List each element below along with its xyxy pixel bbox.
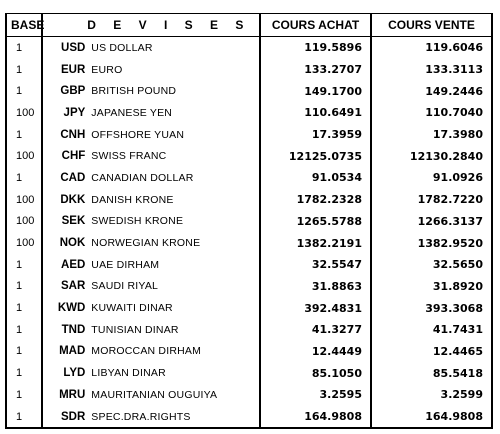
base-cell: 1: [6, 124, 42, 146]
base-cell: 1: [6, 362, 42, 384]
cours-achat-cell: 12125.0735: [260, 145, 371, 167]
currency-name: SWISS FRANC: [91, 150, 167, 163]
base-cell: 1: [6, 59, 42, 81]
currency-cell: [42, 384, 260, 406]
cours-vente-cell: 91.0926: [371, 167, 492, 189]
cours-vente-cell: 12.4465: [371, 341, 492, 363]
cours-vente-cell: 119.6046: [371, 37, 492, 59]
table-row: [6, 297, 492, 319]
cours-vente-cell: 393.3068: [371, 297, 492, 319]
cours-achat-cell: 41.3277: [260, 319, 371, 341]
currency-code: KWD: [57, 302, 86, 315]
base-cell: 1: [6, 319, 42, 341]
currency-cell: [42, 145, 260, 167]
currency-code: CHF: [61, 150, 86, 163]
currency-name: EURO: [91, 63, 123, 76]
cours-vente-cell: 31.8920: [371, 276, 492, 298]
currency-cell: [42, 276, 260, 298]
currency-code: TND: [61, 323, 86, 336]
exchange-rate-table: [5, 13, 493, 429]
cours-achat-cell: 164.9808: [260, 406, 371, 429]
table-row: [6, 276, 492, 298]
currency-cell: [42, 254, 260, 276]
cours-vente-cell: 85.5418: [371, 362, 492, 384]
cours-achat-cell: 17.3959: [260, 124, 371, 146]
table-row: [6, 362, 492, 384]
currency-cell: [42, 211, 260, 233]
table-row: [6, 124, 492, 146]
currency-cell: [42, 362, 260, 384]
currency-name: MAURITANIAN OUGUIYA: [91, 388, 218, 401]
cours-achat-cell: 1782.2328: [260, 189, 371, 211]
cours-vente-cell: 164.9808: [371, 406, 492, 429]
cours-achat-cell: 32.5547: [260, 254, 371, 276]
table-row: [6, 319, 492, 341]
cours-vente-cell: 110.7040: [371, 102, 492, 124]
table-row: [6, 145, 492, 167]
currency-code: GBP: [60, 85, 86, 98]
base-cell: 1: [6, 167, 42, 189]
currency-code: JPY: [63, 106, 86, 119]
currency-name: CANADIAN DOLLAR: [91, 171, 194, 184]
currency-name: SPEC.DRA.RIGHTS: [91, 410, 191, 423]
currency-name: TUNISIAN DINAR: [91, 323, 179, 336]
currency-cell: [42, 341, 260, 363]
currency-code: MRU: [59, 388, 86, 401]
currency-name: BRITISH POUND: [91, 85, 177, 98]
currency-code: EUR: [61, 63, 86, 76]
cours-vente-cell: 32.5650: [371, 254, 492, 276]
currency-cell: [42, 102, 260, 124]
currency-cell: [42, 167, 260, 189]
table-row: [6, 167, 492, 189]
cours-achat-cell: 110.6491: [260, 102, 371, 124]
table-row: [6, 406, 492, 429]
currency-code: NOK: [59, 237, 86, 250]
cours-vente-cell: 1782.7220: [371, 189, 492, 211]
currency-code: USD: [61, 41, 86, 54]
header-devises: D E V I S E S: [42, 14, 260, 37]
base-cell: 1: [6, 406, 42, 429]
cours-achat-cell: 85.1050: [260, 362, 371, 384]
currency-code: SEK: [61, 215, 86, 228]
cours-achat-cell: 91.0534: [260, 167, 371, 189]
currency-code: SDR: [61, 410, 86, 423]
currency-name: JAPANESE YEN: [91, 106, 173, 119]
currency-name: MOROCCAN DIRHAM: [91, 345, 202, 358]
currency-name: SWEDISH KRONE: [91, 215, 184, 228]
currency-name: KUWAITI DINAR: [91, 302, 173, 315]
cours-vente-cell: 133.3113: [371, 59, 492, 81]
currency-code: LYD: [63, 367, 86, 380]
base-cell: 1: [6, 297, 42, 319]
cours-achat-cell: 1265.5788: [260, 211, 371, 233]
currency-name: UAE DIRHAM: [91, 258, 160, 271]
currency-code: DKK: [60, 193, 86, 206]
cours-vente-cell: 17.3980: [371, 124, 492, 146]
table-row: [6, 80, 492, 102]
currency-cell: [42, 319, 260, 341]
currency-cell: [42, 406, 260, 429]
table-row: [6, 384, 492, 406]
base-cell: 1: [6, 80, 42, 102]
base-cell: 1: [6, 254, 42, 276]
table-row: [6, 254, 492, 276]
cours-achat-cell: 31.8863: [260, 276, 371, 298]
base-cell: 100: [6, 211, 42, 233]
base-cell: 100: [6, 189, 42, 211]
cours-vente-cell: 12130.2840: [371, 145, 492, 167]
base-cell: 1: [6, 341, 42, 363]
base-cell: 1: [6, 276, 42, 298]
table-row: [6, 189, 492, 211]
currency-cell: [42, 59, 260, 81]
currency-cell: [42, 189, 260, 211]
table-row: [6, 232, 492, 254]
cours-achat-cell: 3.2595: [260, 384, 371, 406]
currency-cell: [42, 80, 260, 102]
currency-code: SAR: [61, 280, 86, 293]
currency-cell: [42, 232, 260, 254]
table-row: [6, 59, 492, 81]
base-cell: 1: [6, 37, 42, 59]
currency-cell: [42, 124, 260, 146]
currency-cell: [42, 37, 260, 59]
base-cell: 100: [6, 145, 42, 167]
table-row: [6, 37, 492, 59]
currency-name: OFFSHORE YUAN: [91, 128, 185, 141]
currency-code: MAD: [59, 345, 86, 358]
currency-name: DANISH KRONE: [91, 193, 174, 206]
table-row: [6, 102, 492, 124]
currency-name: SAUDI RIYAL: [91, 280, 159, 293]
base-cell: 100: [6, 232, 42, 254]
table-row: [6, 211, 492, 233]
cours-achat-cell: 119.5896: [260, 37, 371, 59]
cours-achat-cell: 133.2707: [260, 59, 371, 81]
cours-achat-cell: 1382.2191: [260, 232, 371, 254]
currency-cell: [42, 297, 260, 319]
cours-vente-cell: 41.7431: [371, 319, 492, 341]
cours-achat-cell: 392.4831: [260, 297, 371, 319]
cours-achat-cell: 149.1700: [260, 80, 371, 102]
header-base: BASE: [6, 14, 42, 37]
currency-name: LIBYAN DINAR: [91, 367, 166, 380]
header-cours-vente: COURS VENTE: [371, 14, 492, 37]
cours-vente-cell: 3.2599: [371, 384, 492, 406]
currency-code: CAD: [60, 171, 86, 184]
cours-achat-cell: 12.4449: [260, 341, 371, 363]
cours-vente-cell: 1266.3137: [371, 211, 492, 233]
table-header-row: [6, 14, 492, 37]
header-cours-achat: COURS ACHAT: [260, 14, 371, 37]
cours-vente-cell: 1382.9520: [371, 232, 492, 254]
currency-code: AED: [61, 258, 86, 271]
cours-vente-cell: 149.2446: [371, 80, 492, 102]
base-cell: 1: [6, 384, 42, 406]
currency-name: NORWEGIAN KRONE: [91, 237, 201, 250]
currency-code: CNH: [60, 128, 86, 141]
table-row: [6, 341, 492, 363]
currency-name: US DOLLAR: [91, 41, 153, 54]
base-cell: 100: [6, 102, 42, 124]
